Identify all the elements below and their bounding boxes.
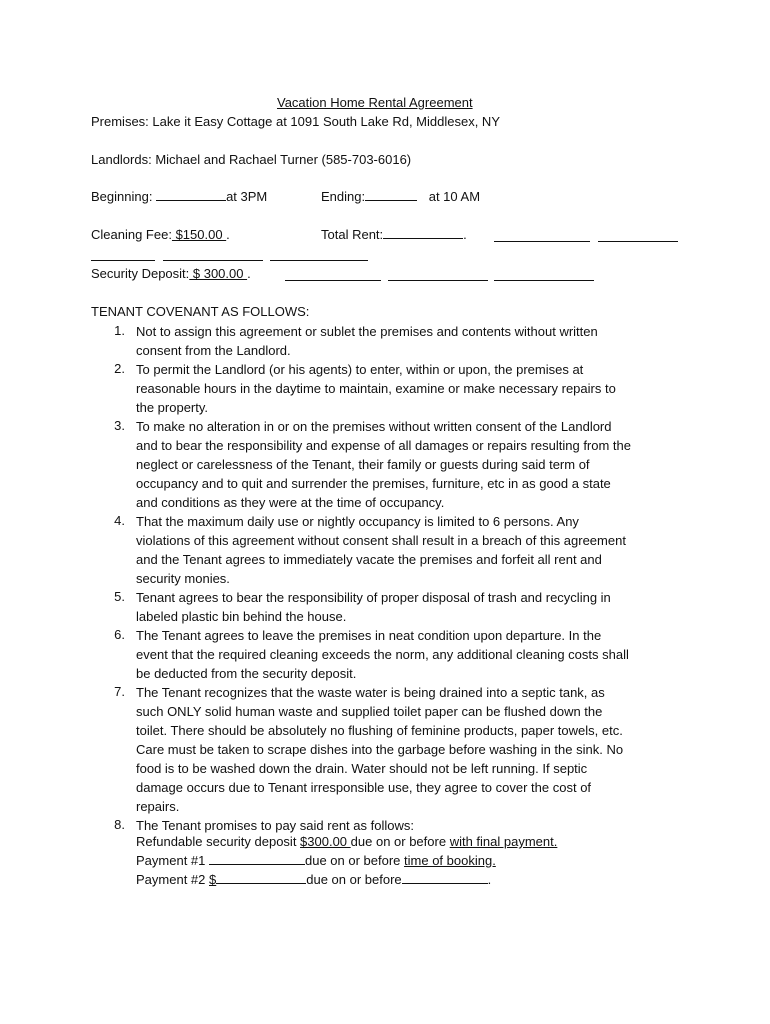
covenant-heading: TENANT COVENANT AS FOLLOWS: xyxy=(91,304,310,319)
refund-mid: due on or before xyxy=(350,834,450,849)
list-item-number: 2. xyxy=(114,361,125,376)
extra-blank[interactable] xyxy=(388,269,488,281)
list-item xyxy=(136,816,414,835)
list-item-number: 6. xyxy=(114,627,125,642)
beginning-time: at 3PM xyxy=(226,189,268,204)
list-item-text-line: and conditions as they were at the time of occupancy. xyxy=(136,495,445,510)
list-item-text-line: neglect or carelessness of the Tenant, their family or guests during said term of xyxy=(136,457,590,472)
list-item-number: 3. xyxy=(114,418,125,433)
payment-2-amount-blank[interactable] xyxy=(216,872,306,884)
list-item-text-line: damage occurs due to Tenant irresponsible use, they agree to cover the cost of xyxy=(136,780,592,795)
payment-1-mid: due on or before xyxy=(305,853,405,868)
list-item-text-line: and to bear the responsibility and expense of all damages or repairs resulting from the xyxy=(136,438,632,453)
list-item-text-line: and the Tenant agrees to immediately vacate the premises and forfeit all rent and xyxy=(136,552,602,567)
list-item-text-line: violations of this agreement without consent shall result in a breach of this agreement xyxy=(136,533,626,548)
list-item-number: 4. xyxy=(114,513,125,528)
list-item-text-line: The Tenant agrees to leave the premises in neat condition upon departure. In the xyxy=(136,628,602,643)
extra-blank[interactable] xyxy=(494,269,594,281)
list-item-text-line: food is to be washed down the drain. Water should not be left running. If septic xyxy=(136,761,588,776)
list-item-number: 7. xyxy=(114,684,125,699)
extra-blank[interactable] xyxy=(163,249,263,261)
cleaning-fee-label: Cleaning Fee: xyxy=(91,227,172,242)
document-title: Vacation Home Rental Agreement xyxy=(277,95,473,110)
list-item-text-line: the property. xyxy=(136,400,209,415)
refund-when: with final payment. xyxy=(449,834,558,849)
beginning-label: Beginning: xyxy=(91,189,153,204)
security-deposit-field: Security Deposit: $ 300.00 . xyxy=(91,266,251,281)
security-deposit-value: $ 300.00 xyxy=(189,266,248,281)
list-item-text-line: labeled plastic bin behind the house. xyxy=(136,609,347,624)
beginning-field xyxy=(91,189,267,205)
total-rent-field: Total Rent: . xyxy=(321,227,467,242)
list-item-text-line: consent from the Landlord. xyxy=(136,343,291,358)
refund-prefix: Refundable security deposit xyxy=(136,834,301,849)
payment-2-dollar: $ xyxy=(209,872,217,887)
extra-blank[interactable] xyxy=(91,249,155,261)
payment-1-line xyxy=(136,853,496,869)
list-item-text-line: toilet. There should be absolutely no flushing of feminine products, paper towels, etc. xyxy=(136,723,623,738)
cleaning-fee-field: Cleaning Fee: $150.00 . xyxy=(91,227,230,242)
payment-1-amount-blank[interactable] xyxy=(209,853,305,865)
total-rent-blank[interactable] xyxy=(383,227,463,239)
premises-line: Premises: Lake it Easy Cottage at 1091 South Lake Rd, Middlesex, NY xyxy=(91,114,500,129)
list-item xyxy=(136,588,611,626)
list-item-text-line: be deducted from the security deposit. xyxy=(136,666,357,681)
list-item xyxy=(136,626,629,683)
ending-time: at 10 AM xyxy=(428,189,481,204)
list-item-text-line: The Tenant recognizes that the waste water is being drained into a septic tank, as xyxy=(136,685,605,700)
total-rent-label: Total Rent: xyxy=(321,227,384,242)
list-item-text-line: Not to assign this agreement or sublet the premises and contents without written xyxy=(136,324,598,339)
refund-amount: $300.00 xyxy=(300,834,351,849)
list-item-number: 1. xyxy=(114,323,125,338)
list-item-text-line: occupancy and to quit and surrender the premises, furniture, etc in as good a state xyxy=(136,476,611,491)
list-item-text-line: That the maximum daily use or nightly occupancy is limited to 6 persons. Any xyxy=(136,514,579,529)
payment-1-label: Payment #1 xyxy=(136,853,209,868)
security-deposit-label: Security Deposit: xyxy=(91,266,190,281)
list-item-text-line: Tenant agrees to bear the responsibility of proper disposal of trash and recycling in xyxy=(136,590,611,605)
extra-blank[interactable] xyxy=(494,230,590,242)
list-item-text-line: event that the required cleaning exceeds the norm, any additional cleaning costs shall xyxy=(136,647,629,662)
payment-2-date-blank[interactable] xyxy=(402,872,488,884)
ending-date-blank[interactable] xyxy=(365,189,417,201)
payment-2-line xyxy=(136,872,491,888)
list-item xyxy=(136,322,598,360)
extra-blank[interactable] xyxy=(598,230,678,242)
cleaning-fee-value: $150.00 xyxy=(171,227,227,242)
list-item-text-line: security monies. xyxy=(136,571,230,586)
list-item-text-line: The Tenant promises to pay said rent as follows: xyxy=(136,818,414,833)
list-item xyxy=(136,683,623,816)
ending-label: Ending: xyxy=(321,189,366,204)
list-item xyxy=(136,360,616,417)
list-item-text-line: reasonable hours in the daytime to maintain, examine or make necessary repairs to xyxy=(136,381,616,396)
list-item-text-line: such ONLY solid human waste and supplied toilet paper can be flushed down the xyxy=(136,704,603,719)
list-item-number: 5. xyxy=(114,589,125,604)
list-item-text-line: To permit the Landlord (or his agents) to enter, within or upon, the premises at xyxy=(136,362,584,377)
extra-blank[interactable] xyxy=(285,269,381,281)
list-item-number: 8. xyxy=(114,817,125,832)
extra-blank[interactable] xyxy=(270,249,368,261)
payment-2-label: Payment #2 xyxy=(136,872,209,887)
list-item-text-line: To make no alteration in or on the premises without written consent of the Landlord xyxy=(136,419,612,434)
payment-2-end: . xyxy=(487,872,492,887)
payment-2-mid: due on or before xyxy=(306,872,402,887)
list-item-text-line: repairs. xyxy=(136,799,180,814)
refund-line xyxy=(136,834,557,850)
list-item-text-line: Care must be taken to scrape dishes into the garbage before washing in the sink. No xyxy=(136,742,624,757)
list-item xyxy=(136,512,626,588)
payment-1-when: time of booking. xyxy=(404,853,496,868)
ending-field xyxy=(321,189,480,205)
beginning-date-blank[interactable] xyxy=(156,189,226,201)
landlords-line: Landlords: Michael and Rachael Turner (585-703-6016) xyxy=(91,152,412,167)
list-item xyxy=(136,417,631,512)
